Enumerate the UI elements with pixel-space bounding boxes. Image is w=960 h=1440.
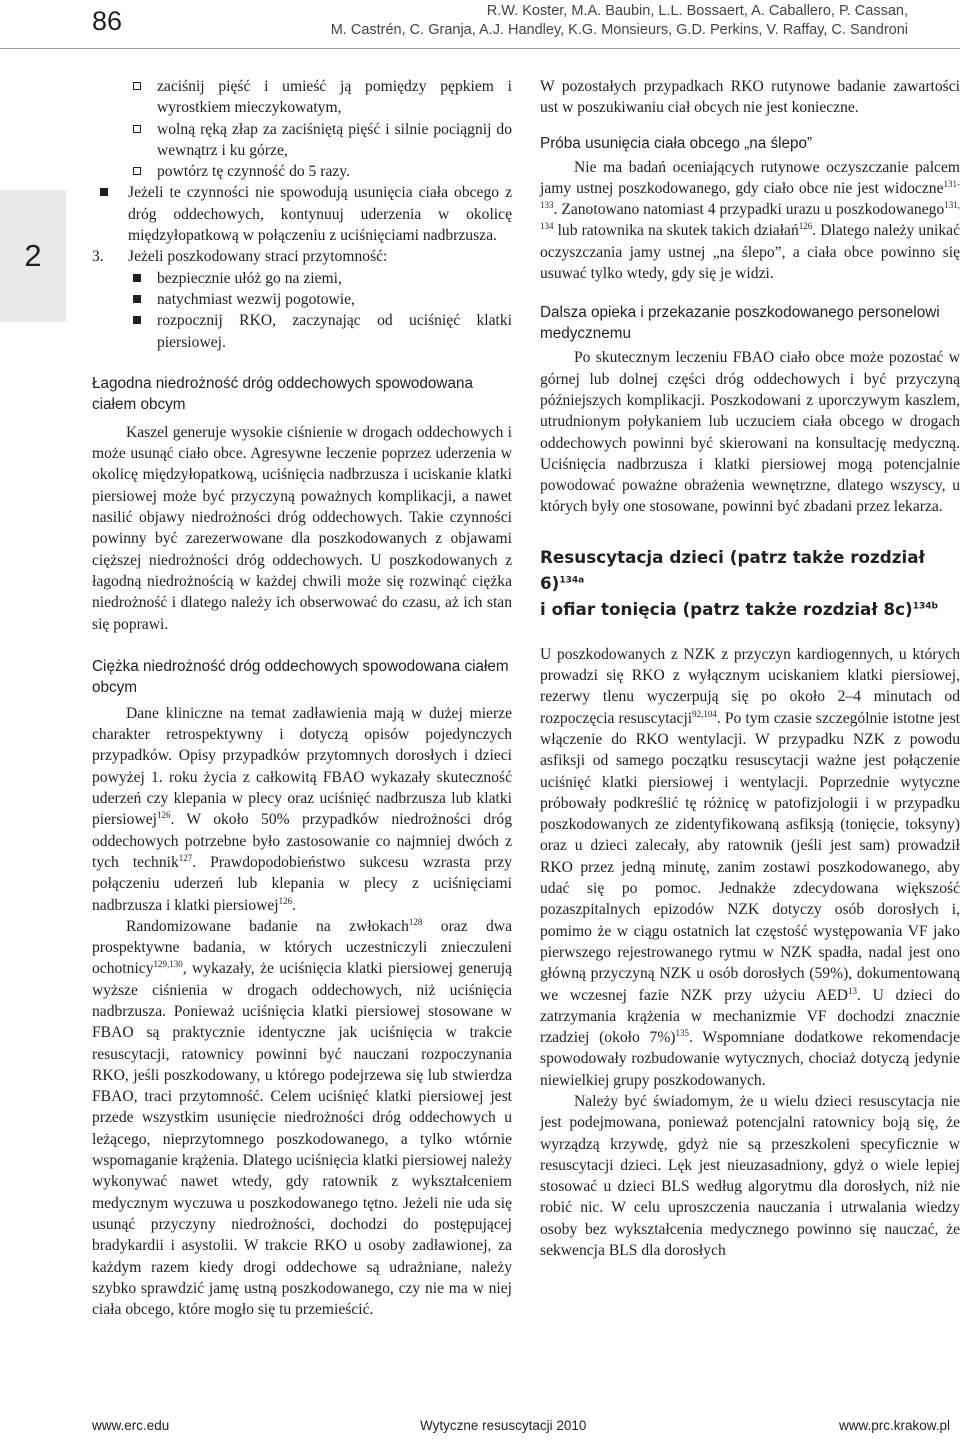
list-item: wolną ręką złap za zaciśniętą pięść i silnie pociągnij do wewnątrz i ku górze, xyxy=(92,119,512,162)
citation: 127 xyxy=(178,852,193,863)
paragraph: W pozostałych przypadkach RKO rutynowe badanie zawartości ust w poszukiwaniu ciał obcych nie jest konieczne. xyxy=(540,78,960,117)
authors-line-1: R.W. Koster, M.A. Baubin, L.L. Bossaert, A. Caballero, P. Cassan, xyxy=(486,3,908,19)
citation: 13 xyxy=(848,985,858,996)
footer-left-url[interactable]: www.erc.edu xyxy=(92,1418,170,1433)
citation: 126 xyxy=(156,810,171,821)
citation: 135 xyxy=(675,1027,690,1038)
footer-right-url[interactable]: www.prc.krakow.pl xyxy=(838,1418,950,1433)
list-item: bezpiecznie ułóż go na ziemi, xyxy=(92,268,512,289)
paragraph: Nie ma badań oceniających rutynowe oczyszczanie palcem jamy ustnej poszkodowanego, gdy ciało obce nie jest widoczne$^{131-133}$. Zanotowano natomiast 4 przypadki urazu u poszkodowanego$^{131, 134}$ lub ratownika na skutek takich działań$^{126}$. Dlatego należy unikać oczyszczania jamy ustnej „na ślepo”, a ciała obce powinno się usuwać tylko wtedy, gdy się je widzi. xyxy=(540,158,960,283)
filled-square-bullet-icon xyxy=(133,316,141,324)
filled-square-bullet-icon xyxy=(133,295,141,303)
citation: 131, 134 xyxy=(540,200,960,232)
list-item: powtórz tę czynność do 5 razy. xyxy=(92,161,512,182)
list-item: natychmiast wezwij pogotowie, xyxy=(92,289,512,310)
left-column xyxy=(92,76,512,1320)
chapter-heading: Resuscytacja dzieci (patrz także rozdział 6)$^{134a}$ i ofiar tonięcia (patrz także rozdział 8c)$^{134b}$ xyxy=(540,546,938,619)
paragraph: Dane kliniczne na temat zadławienia mają w dużej mierze charakter retrospektywny i dotyczą opisów pojedynczych przypadków. Opisy przypadków przytomnych dorosłych i dzieci powyżej 1. roku życia z całkowitą FBAO wykazały skuteczność uderzeń czy klepania w plecy oraz uciśnięć nadbrzusza lub klatki piersiowej$^{126}$. W około 50% przypadków niedrożności dróg oddechowych potrzebne było zastosowanie co najmniej dwóch z tych technik$^{127}$. Prawdopodobieństwo sukcesu wzrasta przy połączeniu uderzeń lub klepania w plecy z uciśnięciami nadbrzusza i klatki piersiowej$^{126}$. xyxy=(92,704,512,914)
paragraph: U poszkodowanych z NZK z przyczyn kardiogennych, u których prowadzi się RKO z wyłącznym uciskaniem klatki piersiowej, rezerwy tlenu wyczerpują się po około 2–4 minutach od rozpoczęcia resuscytacji$^{92,104}$. Po tym czasie szczególnie istotne jest włączenie do RKO wentylacji. W przypadku NZK z powodu asfiksji od samego początku resuscytacji ważne jest połączenie uciśnięć klatki piersiowej i wentylacji. Poprzednie wytyczne próbowały podkreślić tę różnicę w patofizjologii i w przypadku poszkodowanych ze zidentyfikowaną asfiksją (tonięcie, toksyny) oraz u dzieci zalecały, aby ratownik (jeśli jest sam) prowadził RKO przez jedną minutę, zanim zostawi poszkodowanego, aby udać się po pomoc. Jednakże zdecydowana większość pozaszpitalnych epizodów NZK dotyczy osób dorosłych i, pomimo że w ciągu ostatnich lat częstość występowania VF jako pierwszego rejestrowanego rytmu w NZK spadła, nadal jest ono główną przyczyną NZK u osób dorosłych (59%), dokumentowaną we wczesnej fazie NZK przy użyciu AED$^{13}$. U dzieci do zatrzymania krążenia w mechanizmie VF dochodzi znacznie rzadziej (około 7%)$^{135}$. Wspomniane dodatkowe rekomendacje spowodowały rozbudowanie wytycznych, chociaż dotyczą jedynie niewielkiej grupy poszkodowanych. xyxy=(540,645,960,1089)
hollow-square-bullet-icon xyxy=(133,82,141,90)
section-heading: Próba usunięcia ciała obcego „na ślepo” xyxy=(540,134,813,152)
citation: 128 xyxy=(408,916,423,927)
paragraph: Kaszel generuje wysokie ciśnienie w drogach oddechowych i może usunąć ciało obce. Agresywne leczenie poprzez uderzenia w okolicę międzyłopatkową, uciśnięcia nadbrzusza i uciskanie klatki piersiowej może być przyczyną poważnych komplikacji, a nawet nasilić objawy niedrożności dróg oddechowych. Takie czynności powinny być zarezerwowane dla poszkodowanych z objawami cięższej niedrożności dróg oddechowych. U poszkodowanych z łagodną niedrożnością w każdej chwili może się rozwinąć ciężka niedrożność i dlatego należy ich obserwować do czasu, aż ich stan się poprawi. xyxy=(92,423,512,633)
header-rule xyxy=(0,48,960,49)
paragraph: Należy być świadomym, że u wielu dzieci resuscytacja nie jest podejmowana, ponieważ potencjalni ratownicy boją się, że wyrządzą krzywdę, gdyż nie są przeszkoleni specyficznie w resuscytacji dzieci. Lęk jest nieuzasadniony, gdyż o wiele lepiej stosować u dzieci BLS według algorytmu dla dorosłych, niż nie robić nic. W celu uproszczenia nauczania i utrwalania wiedzy osoby bez wykształcenia medycznego powinno się nauczać, że sekwencja BLS dla dorosłych xyxy=(540,1092,960,1260)
item-number: 3. xyxy=(92,248,104,266)
section-heading: Ciężka niedrożność dróg oddechowych spowodowana ciałem obcym xyxy=(92,657,509,696)
chapter-tab: 2 xyxy=(0,190,66,322)
hollow-square-bullet-icon xyxy=(133,167,141,175)
citation: 134b xyxy=(912,601,938,612)
citation: 129,130 xyxy=(153,959,183,970)
list-item: zaciśnij pięść i umieść ją pomiędzy pępkiem i wyrostkiem mieczykowatym, xyxy=(92,76,512,119)
paragraph: Randomizowane badanie na zwłokach$^{128}$ oraz dwa prospektywne badania, w których uczestniczyli znieczuleni ochotnicy$^{129,130}$, wykazały, że uciśnięcia klatki piersiowej generują wyższe ciśnienia w drogach oddechowych, niż uciśnięcia nadbrzusza. Ponieważ uciśnięcia klatki piersiowej stosowane w FBAO są praktycznie identyczne jak uciśnięcia w trakcie resuscytacji, ratownicy powinni być nauczani rozpoczynania RKO, jeśli poszkodowany, u którego podejrzewa się lub stwierdza FBAO, traci przytomność. Celem uciśnięć klatki piersiowej jest przede wszystkim usunięcie niedrożności dróg oddechowych u leżącego, nieprzytomnego poszkodowanego, a tylko wtórnie wspomaganie krążenia. Dlatego uciśnięcia klatki piersiowej należy wykonywać nawet wtedy, gdy ratownik z wykształceniem medycznym wyczuwa u poszkodowanego tętno. Jeżeli nie uda się usunąć przyczyny niedrożności, dochodzi do postępującej bradykardii i asystolii. W trakcie RKO u osoby zadławionej, za każdym razem kiedy drogi oddechowe są udrażniane, należy szybko sprawdzić jamę ustną poszkodowanego, czy nie ma w niej ciała obcego, które mogło się tu przemieścić. xyxy=(92,916,512,1319)
list-item: Jeżeli te czynności nie spowodują usunięcia ciała obcego z dróg oddechowych, kontynuuj uderzenia w okolicę międzyłopatkową w połączeniu z uciśnięciami nadbrzusza. xyxy=(92,182,512,246)
authors-line-2: M. Castrén, C. Granja, A.J. Handley, K.G. Monsieurs, G.D. Perkins, V. Raffay, C. Sandroni xyxy=(330,22,908,38)
right-column xyxy=(540,76,960,1261)
page-number: 86 xyxy=(92,6,123,36)
citation: 126 xyxy=(798,221,813,232)
citation: 92,104 xyxy=(692,708,717,719)
numbered-item: 3. Jeżeli poszkodowany straci przytomność: xyxy=(92,246,512,267)
paragraph: Po skutecznym leczeniu FBAO ciało obce może pozostać w górnej lub dolnej części dróg oddechowych i być przyczyną późniejszych komplikacji. Poszkodowani z uporczywym kaszlem, utrudnionym połykaniem lub uczuciem ciała obcego w drogach oddechowych powinni być skierowani na konsultację medyczną. Uciśnięcia nadbrzusza i klatki piersiowej mogą potencjalnie powodować poważne obrażenia wewnętrzne, dlatego wszyscy, u których były one stosowane, powinni być zbadani przez lekarza. xyxy=(540,349,960,516)
section-heading: Łagodna niedrożność dróg oddechowych spowodowana ciałem obcym xyxy=(92,374,473,413)
citation: 134a xyxy=(559,575,585,586)
list-item: rozpocznij RKO, zaczynając od uciśnięć klatki piersiowej. xyxy=(92,310,512,353)
running-header-authors xyxy=(248,2,908,40)
hollow-square-bullet-icon xyxy=(133,125,141,133)
filled-square-bullet-icon xyxy=(100,188,108,196)
citation: 131-133 xyxy=(540,178,960,210)
footer-center-title: Wytyczne resuscytacji 2010 xyxy=(420,1418,587,1433)
citation: 126 xyxy=(278,895,293,906)
filled-square-bullet-icon xyxy=(133,274,141,282)
section-heading: Dalsza opieka i przekazanie poszkodowanego personelowi medycznemu xyxy=(540,304,940,343)
